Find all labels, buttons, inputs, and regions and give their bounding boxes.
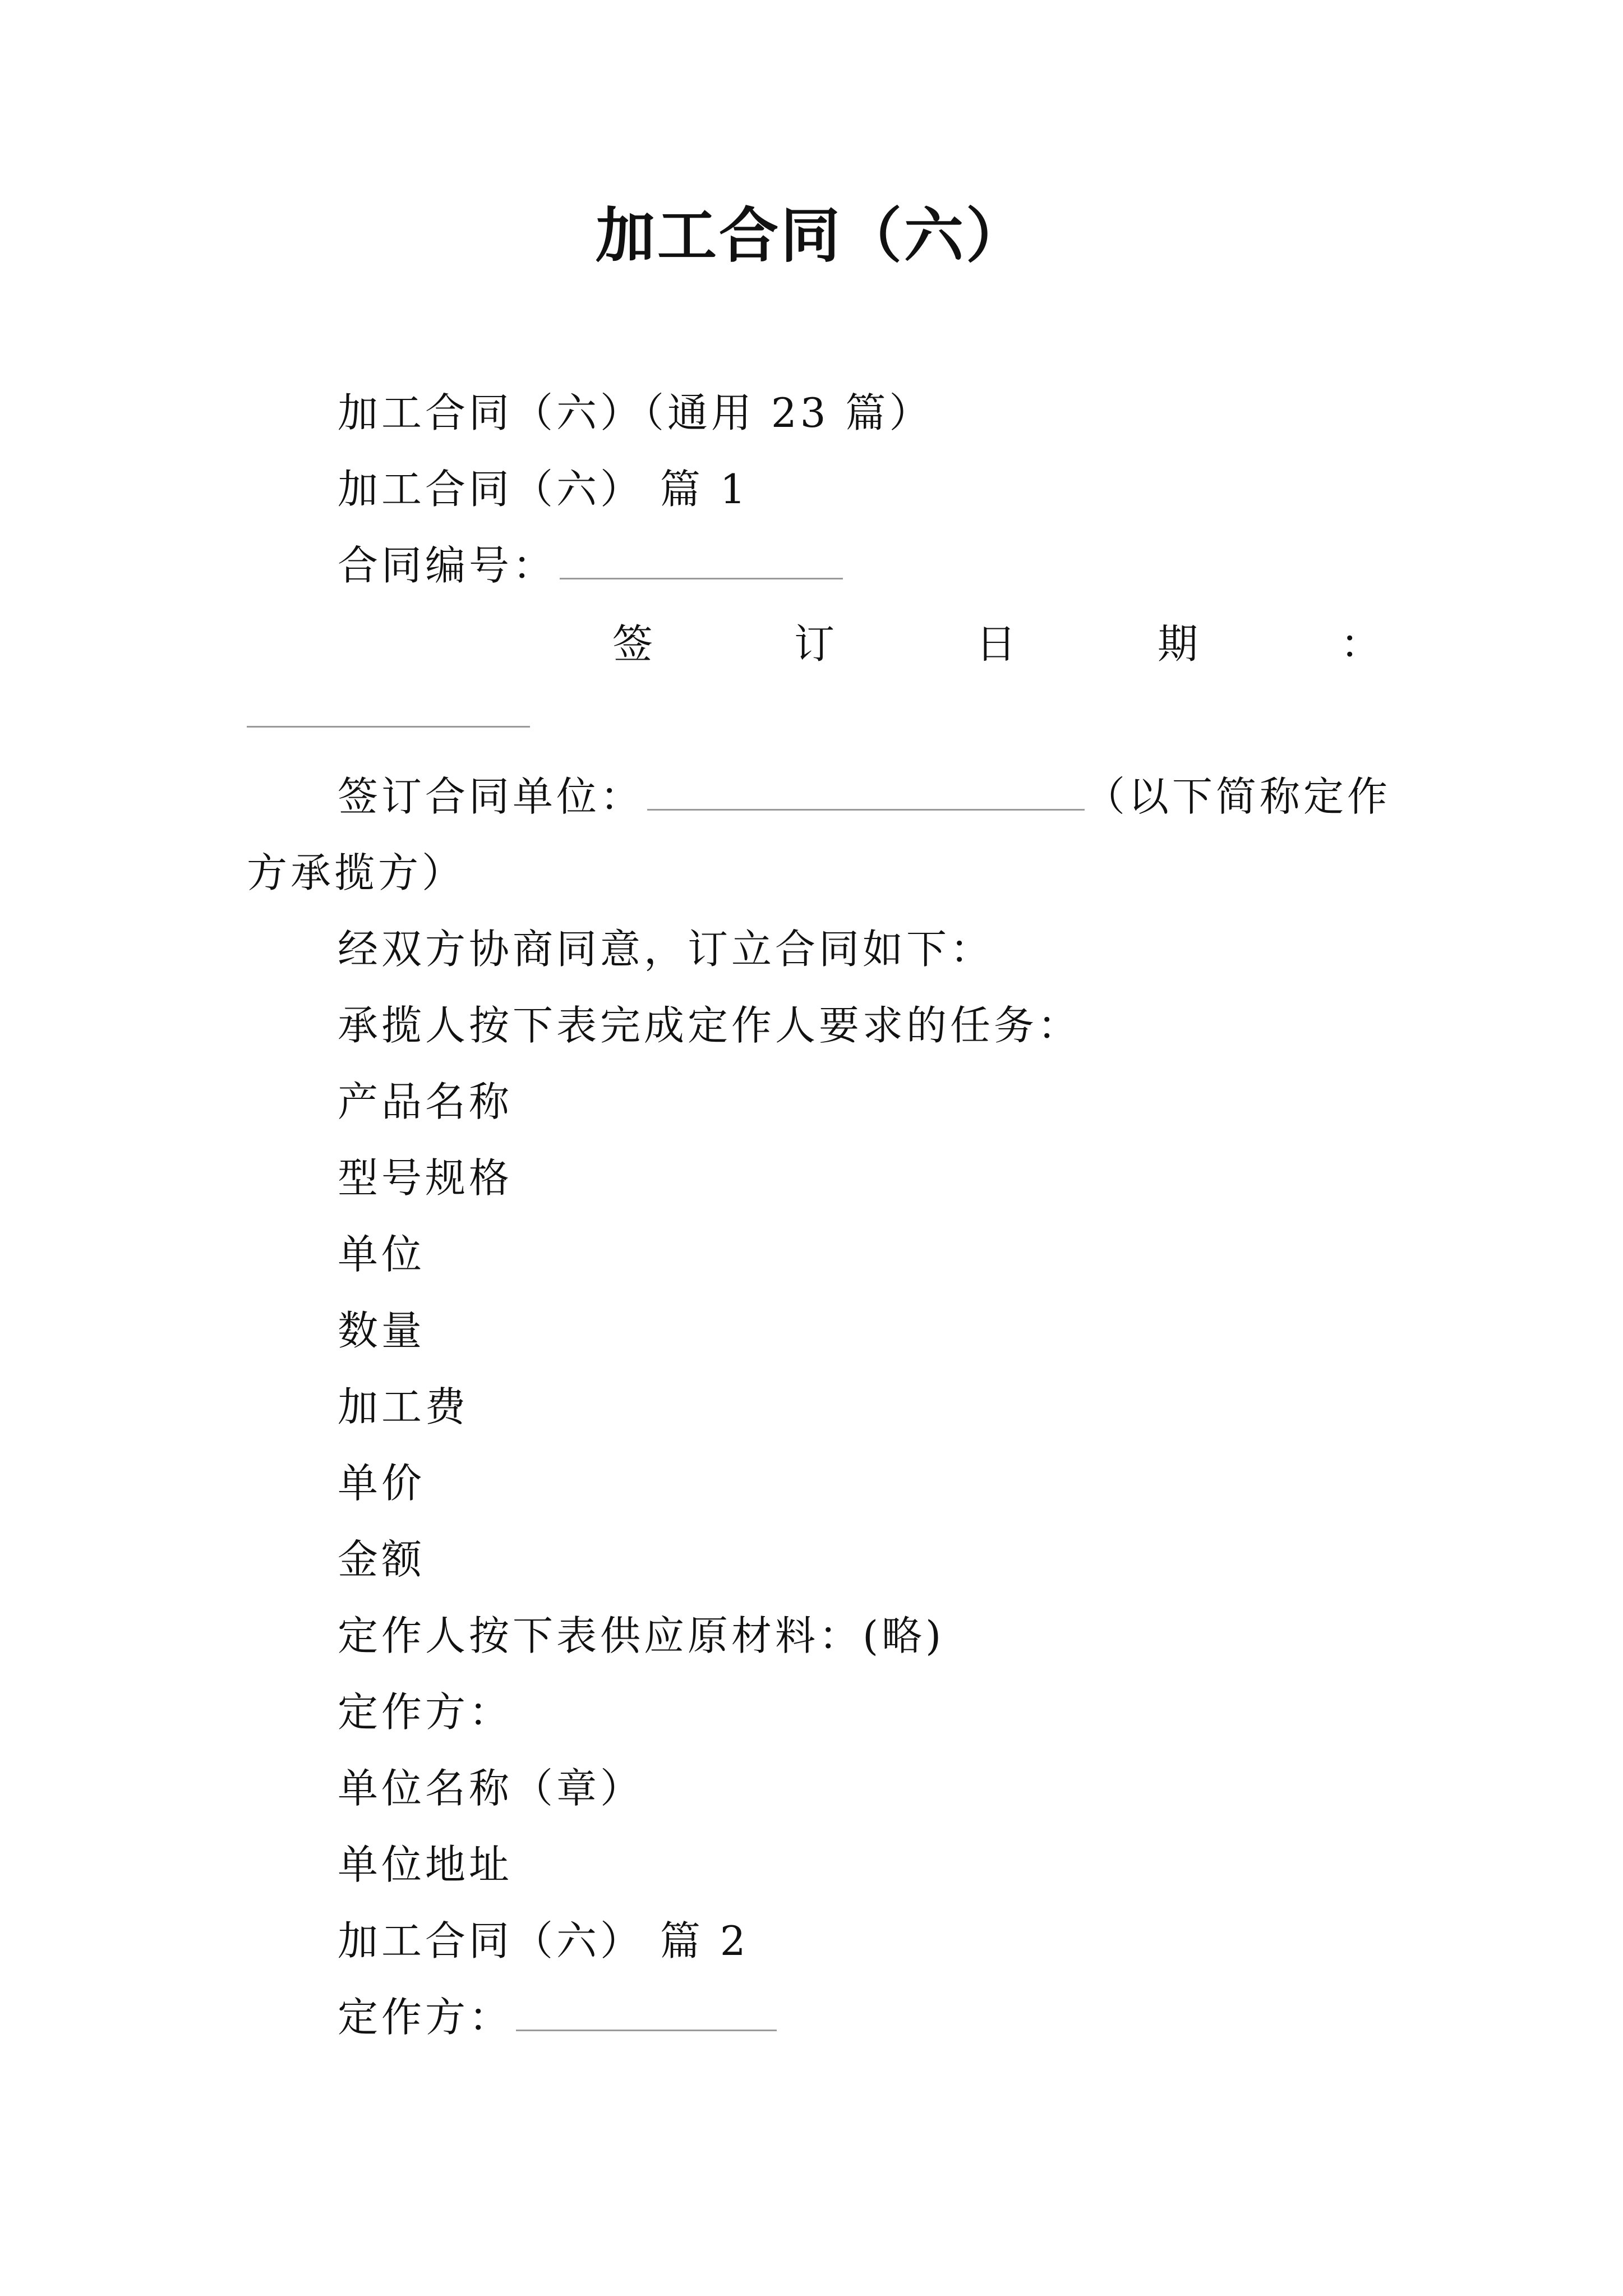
client-blank-2 xyxy=(516,1989,777,2031)
unit-price-line: 单价 xyxy=(338,1460,426,1507)
date-label-char: ： xyxy=(1340,620,1381,668)
amount-line: 金额 xyxy=(338,1536,426,1583)
signing-date-row xyxy=(247,685,530,742)
collection-title: 加工合同（六）（通用 23 篇） xyxy=(338,389,933,436)
contracting-units-row xyxy=(338,769,1391,825)
signing-date-blank xyxy=(247,685,530,728)
task-intro-line: 承揽人按下表完成定作人要求的任务： xyxy=(338,1002,1082,1049)
contracting-units-label: 签订合同单位： xyxy=(338,773,644,820)
client-row-2 xyxy=(338,1989,777,2045)
contract-number-blank xyxy=(560,537,843,579)
document-title: 加工合同（六） xyxy=(596,200,1027,270)
agreement-line: 经双方协商同意，订立合同如下： xyxy=(338,926,994,973)
materials-line: 定作人按下表供应原材料：(略) xyxy=(338,1612,945,1659)
processing-fee-line: 加工费 xyxy=(338,1383,469,1430)
contracting-units-note: （以下简称定作 xyxy=(1085,773,1391,820)
unit-line: 单位 xyxy=(338,1231,426,1278)
date-label-char: 订 xyxy=(794,620,835,668)
contract-number-label: 合同编号： xyxy=(338,542,557,589)
product-name-line: 产品名称 xyxy=(338,1078,513,1125)
unit-name-seal-line: 单位名称（章） xyxy=(338,1765,644,1812)
contracting-units-note-end: 方承揽方） xyxy=(247,849,466,896)
contract-number-row xyxy=(338,537,843,593)
date-label-char: 日 xyxy=(976,620,1017,668)
unit-address-line: 单位地址 xyxy=(338,1841,513,1888)
client-label-2: 定作方： xyxy=(338,1994,513,2041)
client-label-line: 定作方： xyxy=(338,1688,513,1736)
date-label-char: 期 xyxy=(1158,620,1198,668)
contracting-units-blank xyxy=(647,769,1085,811)
date-label-char: 签 xyxy=(612,620,653,668)
quantity-line: 数量 xyxy=(338,1307,426,1354)
part1-heading: 加工合同（六） 篇 1 xyxy=(338,466,749,513)
part2-heading: 加工合同（六） 篇 2 xyxy=(338,1917,749,1964)
model-spec-line: 型号规格 xyxy=(338,1154,513,1202)
